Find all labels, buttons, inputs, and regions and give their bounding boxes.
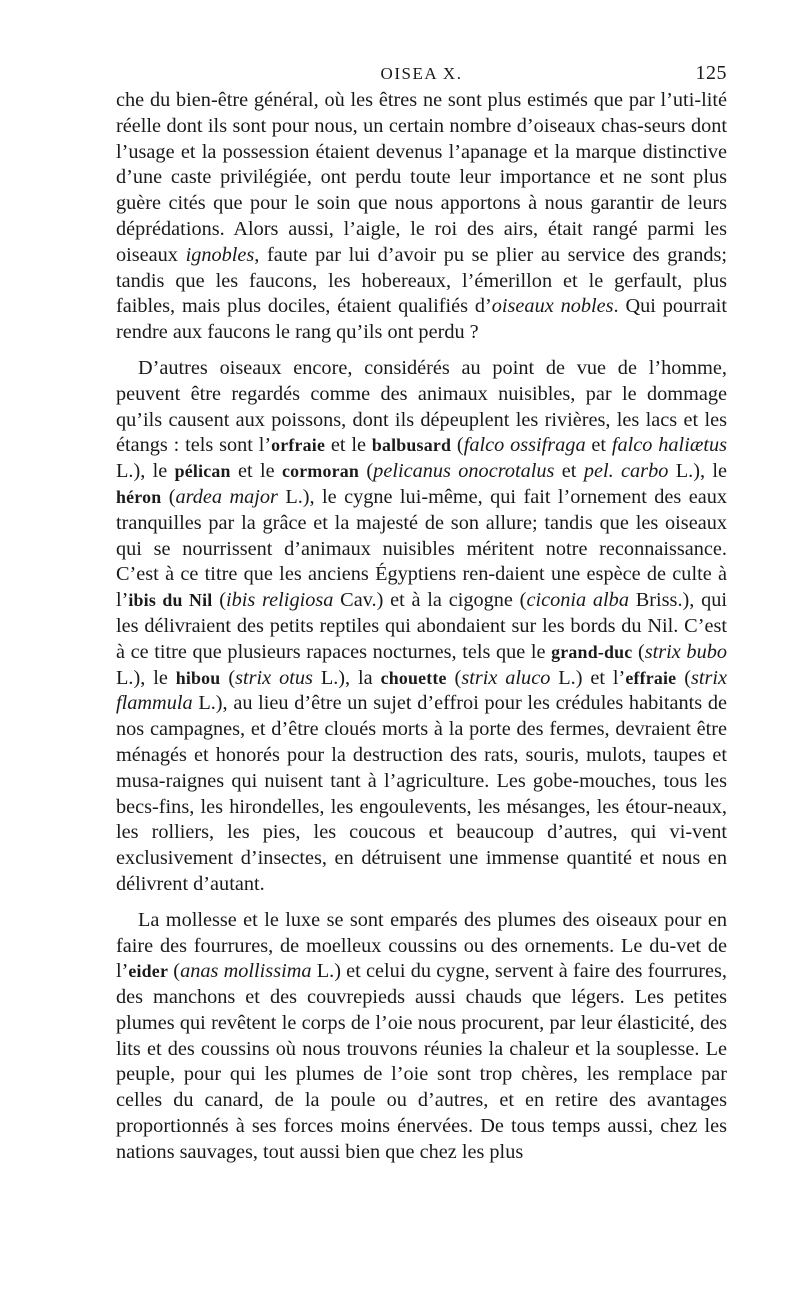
latin-name-italic: falco haliætus <box>611 434 728 457</box>
text-run: ( <box>212 589 226 612</box>
species-name-bold: pélican <box>174 461 231 482</box>
latin-name-italic: ignobles <box>185 243 255 266</box>
latin-name-italic: ardea major <box>175 485 278 508</box>
text-run: ( <box>632 640 645 663</box>
page-number: 125 <box>695 62 727 84</box>
text-run: L.), la <box>312 666 381 689</box>
latin-name-italic: ciconia alba <box>526 589 629 612</box>
text-run: ( <box>446 666 462 689</box>
species-name-bold: balbusard <box>371 435 452 456</box>
text-run: . Qui pourrait rendre aux faucons le rang qu’ils ont perdu ? <box>116 295 727 344</box>
text-run: et le <box>325 434 372 457</box>
species-name-bold: chouette <box>380 667 447 688</box>
text-run: ( <box>168 960 181 983</box>
latin-name-italic: strix aluco <box>461 666 551 689</box>
text-run: L.), au lieu d’être un sujet d’effroi pour les crédules habitants de nos campagnes, et d’être cloués morts à la porte des fermes, devraient être ménagés et honorés pour la destruction des rats, souris, mulots, taupes et musa-raignes qui nuisent tant à l’agriculture. Les gobe-mouches, tous les becs-fins, les hirondelles, les engoulevents, les mésanges, les étour-neaux, les rolliers, les pies, les coucous et beaucoup d’autres, qui vi-vent exclusivement d’insectes, en détruisent une immense quantité et nous en délivrent d’autant. <box>116 692 727 895</box>
latin-name-italic: oiseaux nobles <box>491 295 614 318</box>
species-name-bold: cormoran <box>282 461 360 482</box>
text-run: et le <box>230 460 283 483</box>
latin-name-italic: strix otus <box>235 666 313 689</box>
latin-name-italic: pelicanus onocrotalus <box>373 460 555 483</box>
latin-name-italic: pel. carbo <box>583 460 669 483</box>
running-header <box>116 58 727 88</box>
text-run: che du bien-être général, où les êtres ne sont plus estimés que par l’uti-lité réelle dont ils sont pour nous, un certain nombre d’oiseaux chas-seurs dont l’usage et la possession étaient devenus l’apanage et la marque distinctive d’une caste privilégiée, ont perdu toute leur importance et ne sont plus guère cités que pour le soin que nous apportons à nous garantir de leurs déprédations. Alors aussi, l’aigle, le roi des airs, était rangé parmi les oiseaux <box>116 89 727 266</box>
latin-name-italic: strix bubo <box>644 640 727 663</box>
text-run: et <box>585 434 612 457</box>
paragraph-1 <box>116 88 727 346</box>
species-name-bold: grand-duc <box>551 641 633 662</box>
species-name-bold: héron <box>116 486 162 507</box>
species-name-bold: orfraie <box>271 435 326 456</box>
text-run: ( <box>676 666 691 689</box>
latin-name-italic: falco ossifraga <box>463 434 586 457</box>
paragraph-2 <box>116 356 727 898</box>
species-name-bold: ibis du Nil <box>128 590 213 611</box>
text-run: ( <box>220 666 236 689</box>
paragraph-3 <box>116 908 727 1166</box>
body-text <box>116 88 727 1166</box>
running-title: OISEA X. <box>380 64 463 83</box>
book-page <box>116 58 727 1166</box>
text-run: L.) et celui du cygne, servent à faire des fourrures, des manchons et des couvrepieds aussi chauds que légers. Les petites plumes qui revêtent le corps de l’oie nous procurent, par leur élasticité, des lits et des coussins où nous trouvons réunies la chaleur et la souplesse. Le peuple, pour qui les plumes de l’oie sont trop chères, les remplace par celles du canard, de la poule ou d’autres, et en retire des avantages proportionnés à ses forces moins énervées. De tous temps aussi, chez les nations sauvages, tout aussi bien que chez les plus <box>116 960 727 1163</box>
text-run: et <box>554 460 584 483</box>
text-run: D’autres oiseaux encore, considérés au point de vue de l’homme, peuvent être regardés comme des animaux nuisibles, par le dommage qu’ils causent aux poissons, dont ils dépeuplent les rivières, les lacs et les étangs : tels sont l’ <box>116 356 727 457</box>
latin-name-italic: ibis religiosa <box>225 589 334 612</box>
text-run: L.), le <box>668 460 728 483</box>
text-run: Cav.) et à la cigogne ( <box>333 589 527 612</box>
text-run: L.), le <box>116 666 176 689</box>
text-run: ( <box>451 434 464 457</box>
latin-name-italic: strix flammula <box>116 666 728 715</box>
species-name-bold: eider <box>128 961 169 982</box>
species-name-bold: hibou <box>175 667 221 688</box>
species-name-bold: effraie <box>625 667 677 688</box>
text-run: L.), le cygne lui-même, qui fait l’ornement des eaux tranquilles par la grâce et la majesté de son allure; tandis que les oiseaux qui se nourrissent d’animaux nuisibles méritent notre reconnaissance. C’est à ce titre que les anciens Égyptiens ren-daient une espèce de culte à l’ <box>116 485 727 612</box>
text-run: ( <box>359 460 374 483</box>
text-run: ( <box>161 485 176 508</box>
text-run: L.), le <box>116 460 175 483</box>
text-run: , faute par lui d’avoir pu se plier au service des grands; tandis que les faucons, les hobereaux, l’émerillon et le gerfault, plus faibles, mais plus dociles, étaient qualifiés d’ <box>116 243 727 318</box>
text-run: Briss.), qui les délivraient des petits reptiles qui abondaient sur les bords du Nil. C’est à ce titre que plusieurs rapaces nocturnes, tels que le <box>116 589 728 663</box>
text-run: La mollesse et le luxe se sont emparés des plumes des oiseaux pour en faire des fourrures, de moelleux coussins ou des ornements. Le du-vet de l’ <box>116 908 727 983</box>
latin-name-italic: anas mollissima <box>180 960 312 983</box>
text-run: L.) et l’ <box>550 666 626 689</box>
